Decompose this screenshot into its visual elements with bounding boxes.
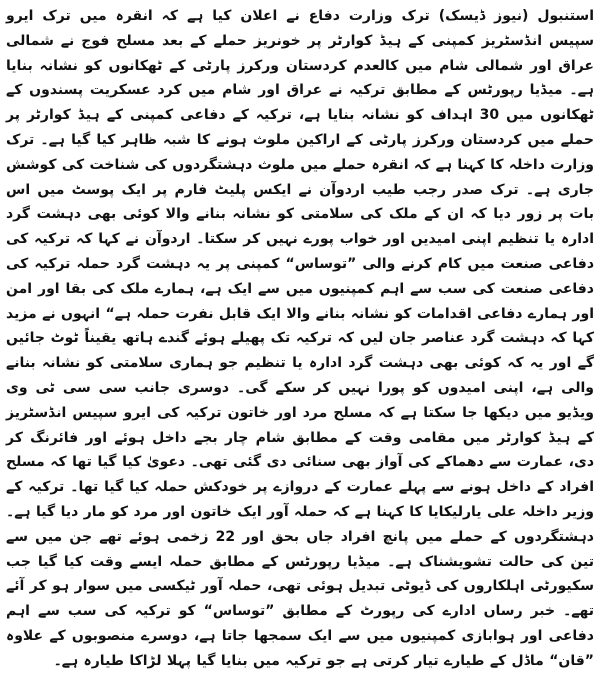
news-article	[6, 4, 594, 674]
article-body: استنبول (نیوز ڈیسک) ترک وزارت دفاع نے اعلان کیا ہے کہ انقرہ میں ترک ایرو سپیس انڈسٹریز کمپنی کے ہیڈ کوارٹر پر خونریز حملے کے بعد مسلح فوج نے شمالی عراق اور شمالی شام میں کالعدم کردستان ورکرز پارٹی کے ٹھکانوں کو نشانہ بنایا ہے۔ میڈیا رپورٹس کے مطابق ترکیہ نے عراق اور شام میں کرد عسکریت پسندوں کے ٹھکانوں میں 30 اہداف کو نشانہ بنایا ہے، ترکیہ کے دفاعی کمپنی کے ہیڈ کوارٹر پر حملے میں کردستان ورکرز پارٹی کے اراکین ملوث ہونے کا شبہ ظاہر کیا گیا ہے۔ ترک وزارت داخلہ کا کہنا ہے کہ انقرہ حملے میں ملوث دہشتگردوں کی شناخت کی کوشش جاری ہے۔ ترک صدر رجب طیب اردوآن نے ایکس پلیٹ فارم پر ایک پوسٹ میں اس بات پر زور دیا کہ ان کے ملک کی سلامتی کو نشانہ بنانے والا کوئی بھی دہشت گرد ادارہ یا تنظیم اپنی امیدیں اور خواب پورے نہیں کر سکتا۔ اردوآن نے کہا کہ ترکیہ کی دفاعی صنعت میں کام کرنے والی ”توساس“ کمپنی پر یہ دہشت گرد حملہ ترکیہ کی دفاعی صنعت کی سب سے اہم کمپنیوں میں سے ایک ہے، ہمارے ملک کی بقا اور امن اور ہمارے دفاعی اقدامات کو نشانہ بنانے والا ایک قابل نفرت حملہ ہے“ انہوں نے مزید کہا کہ دہشت گرد عناصر جان لیں کہ ترکیہ تک پھیلے ہوئے گندے ہاتھ یقیناً ٹوٹ جائیں گے اور یہ کہ کوئی بھی دہشت گرد ادارہ یا تنظیم جو ہماری سلامتی کو نشانہ بنانے والی ہے، اپنی امیدوں کو پورا نہیں کر سکے گی۔ دوسری جانب سی سی ٹی وی ویڈیو میں دیکھا جا سکتا ہے کہ مسلح مرد اور خاتون ترکیہ کی ایرو سپیس انڈسٹریز کے ہیڈ کوارٹر میں مقامی وقت کے مطابق شام چار بجے داخل ہوئے اور فائرنگ کر دی، عمارت سے دھماکے کی آواز بھی سنائی دی گئی تھی۔ دعویٰ کیا گیا تھا کہ مسلح افراد کے داخل ہونے سے پہلے عمارت کے دروازے پر خودکش حملہ کیا گیا تھا۔ ترکیہ کے وزیر داخلہ علی یارلیکایا کا کہنا ہے کہ حملہ آور ایک خاتون اور مرد کو مار دیا گیا ہے۔ دہشتگردوں کے حملے میں پانچ افراد جاں بحق اور 22 زخمی ہوئے تھے جن میں سے تین کی حالت تشویشناک ہے۔ میڈیا رپورٹس کے مطابق حملہ ایسے وقت کیا گیا جب سکیورٹی اہلکاروں کی ڈیوٹی تبدیل ہوئی تھی، حملہ آور ٹیکسی میں سوار ہو کر آئے تھے۔ خبر رساں ادارے کی رپورٹ کے مطابق ”توساس“ کو ترکیہ کی سب سے اہم دفاعی اور ہوابازی کمپنیوں میں سے ایک سمجھا جاتا ہے، دوسرے منصوبوں کے علاوہ ”قان“ ماڈل کے طیارے تیار کرتی ہے جو ترکیہ میں بنایا گیا پہلا لڑاکا طیارہ ہے۔	[6, 8, 594, 669]
